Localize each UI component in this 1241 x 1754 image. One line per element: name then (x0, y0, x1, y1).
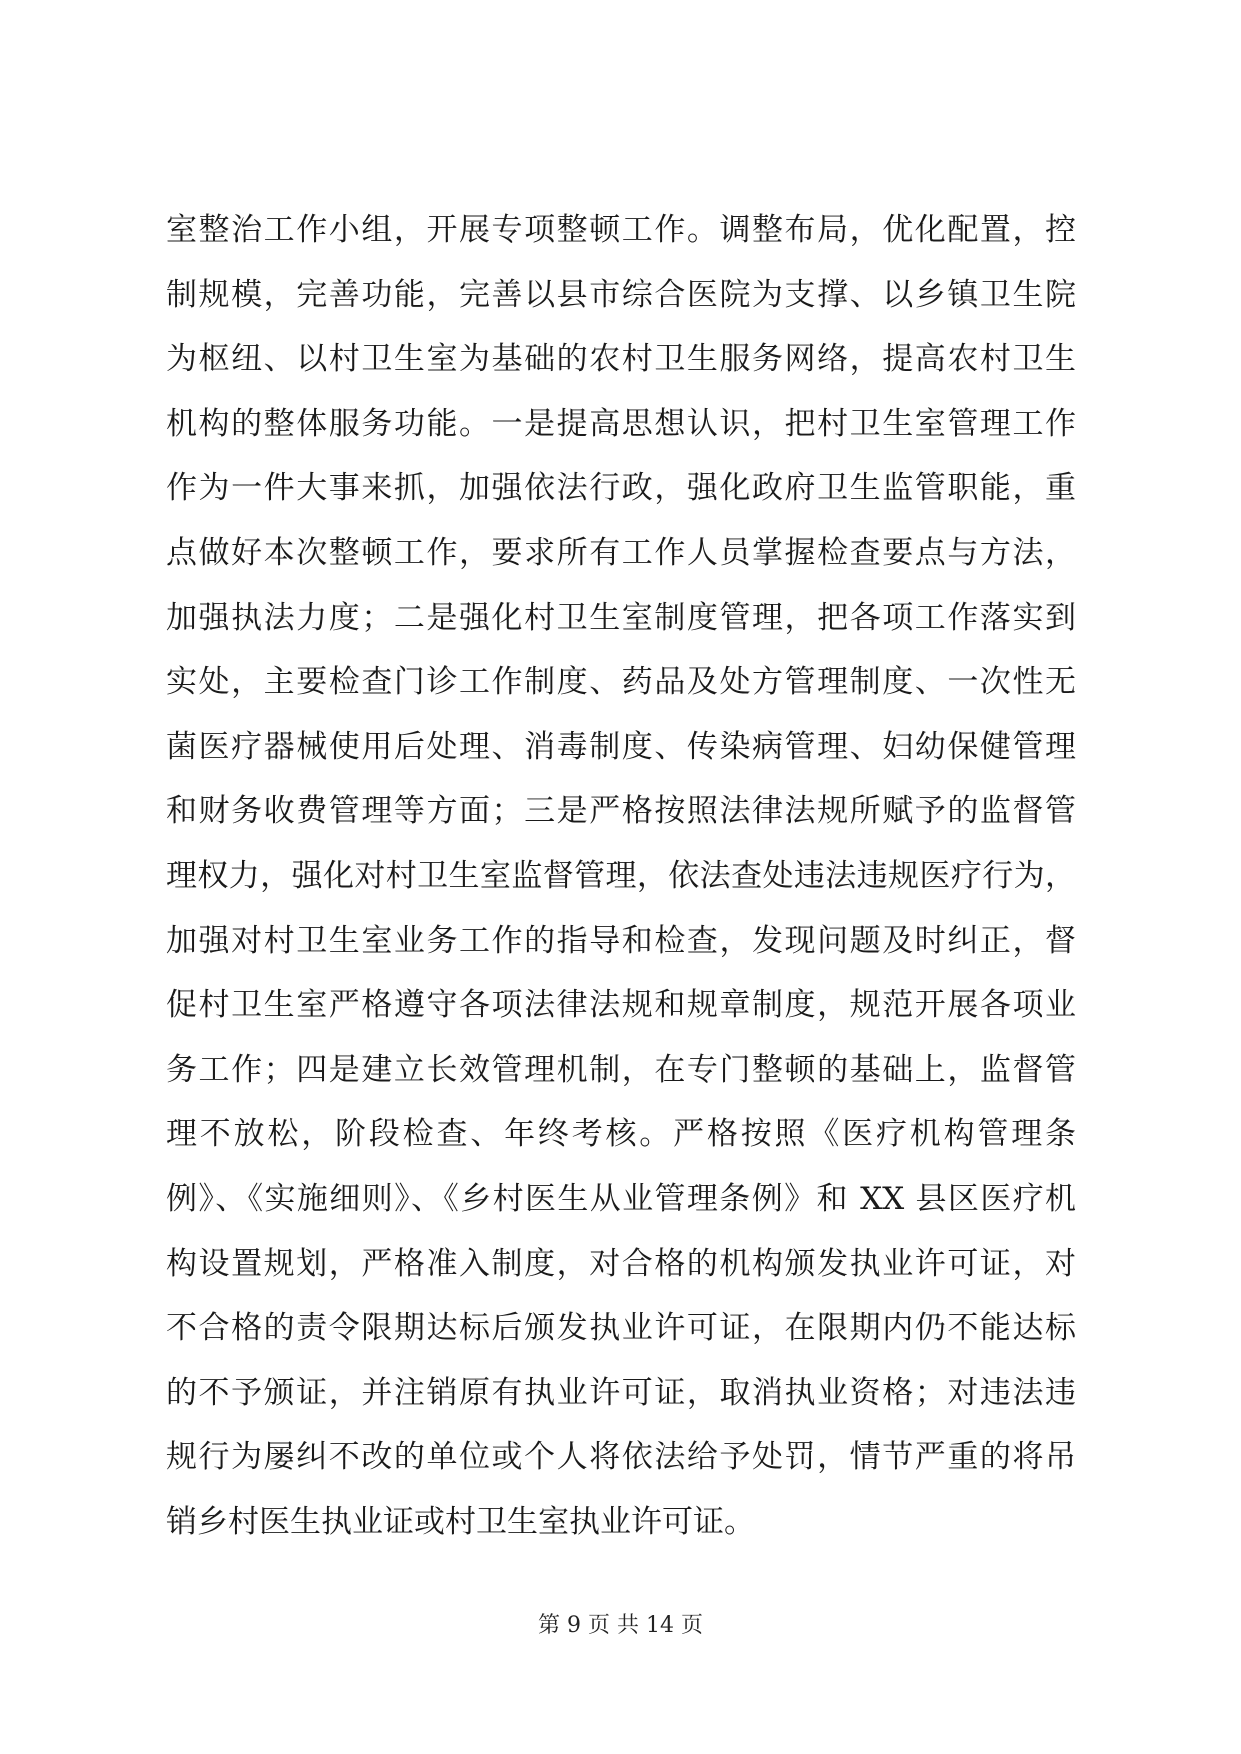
page-number-footer: 第 9 页 共 14 页 (538, 1613, 703, 1638)
text-line: 和财务收费管理等方面；三是严格按照法律法规所赋予的监督管 (166, 793, 1076, 830)
text-line: 为枢纽、以村卫生室为基础的农村卫生服务网络，提高农村卫生 (166, 341, 1076, 378)
text-line: 务工作；四是建立长效管理机制，在专门整顿的基础上，监督管 (166, 1051, 1076, 1088)
text-line: 机构的整体服务功能。一是提高思想认识，把村卫生室管理工作 (166, 405, 1076, 442)
text-line: 菌医疗器械使用后处理、消毒制度、传染病管理、妇幼保健管理 (166, 728, 1076, 765)
text-line: 加强对村卫生室业务工作的指导和检查，发现问题及时纠正，督 (166, 922, 1076, 959)
text-line: 不合格的责令限期达标后颁发执业许可证，在限期内仍不能达标 (166, 1310, 1076, 1347)
text-line: 作为一件大事来抓，加强依法行政，强化政府卫生监管职能，重 (166, 470, 1076, 507)
text-line: 实处，主要检查门诊工作制度、药品及处方管理制度、一次性无 (166, 664, 1076, 701)
text-line: 例》、《实施细则》、《乡村医生从业管理条例》和 XX 县区医疗机 (166, 1180, 1076, 1217)
text-line: 的不予颁证，并注销原有执业许可证，取消执业资格；对违法违 (166, 1374, 1076, 1411)
text-line: 促村卫生室严格遵守各项法律法规和规章制度，规范开展各项业 (166, 987, 1076, 1024)
text-line: 理权力，强化对村卫生室监督管理，依法查处违法违规医疗行为， (166, 857, 1076, 894)
text-line: 点做好本次整顿工作，要求所有工作人员掌握检查要点与方法， (166, 534, 1076, 571)
text-line: 加强执法力度；二是强化村卫生室制度管理，把各项工作落实到 (166, 599, 1076, 636)
text-line: 构设置规划，严格准入制度，对合格的机构颁发执业许可证，对 (166, 1245, 1076, 1282)
text-line: 室整治工作小组，开展专项整顿工作。调整布局，优化配置，控 (166, 212, 1076, 248)
text-line: 规行为屡纠不改的单位或个人将依法给予处罚，情节严重的将吊 (166, 1439, 1076, 1476)
text-line: 制规模，完善功能，完善以县市综合医院为支撑、以乡镇卫生院 (166, 276, 1076, 313)
text-line: 理不放松，阶段检查、年终考核。严格按照《医疗机构管理条 (166, 1116, 1076, 1153)
document-body (166, 198, 1076, 1554)
text-line: 销乡村医生执业证或村卫生室执业许可证。 (166, 1503, 755, 1540)
